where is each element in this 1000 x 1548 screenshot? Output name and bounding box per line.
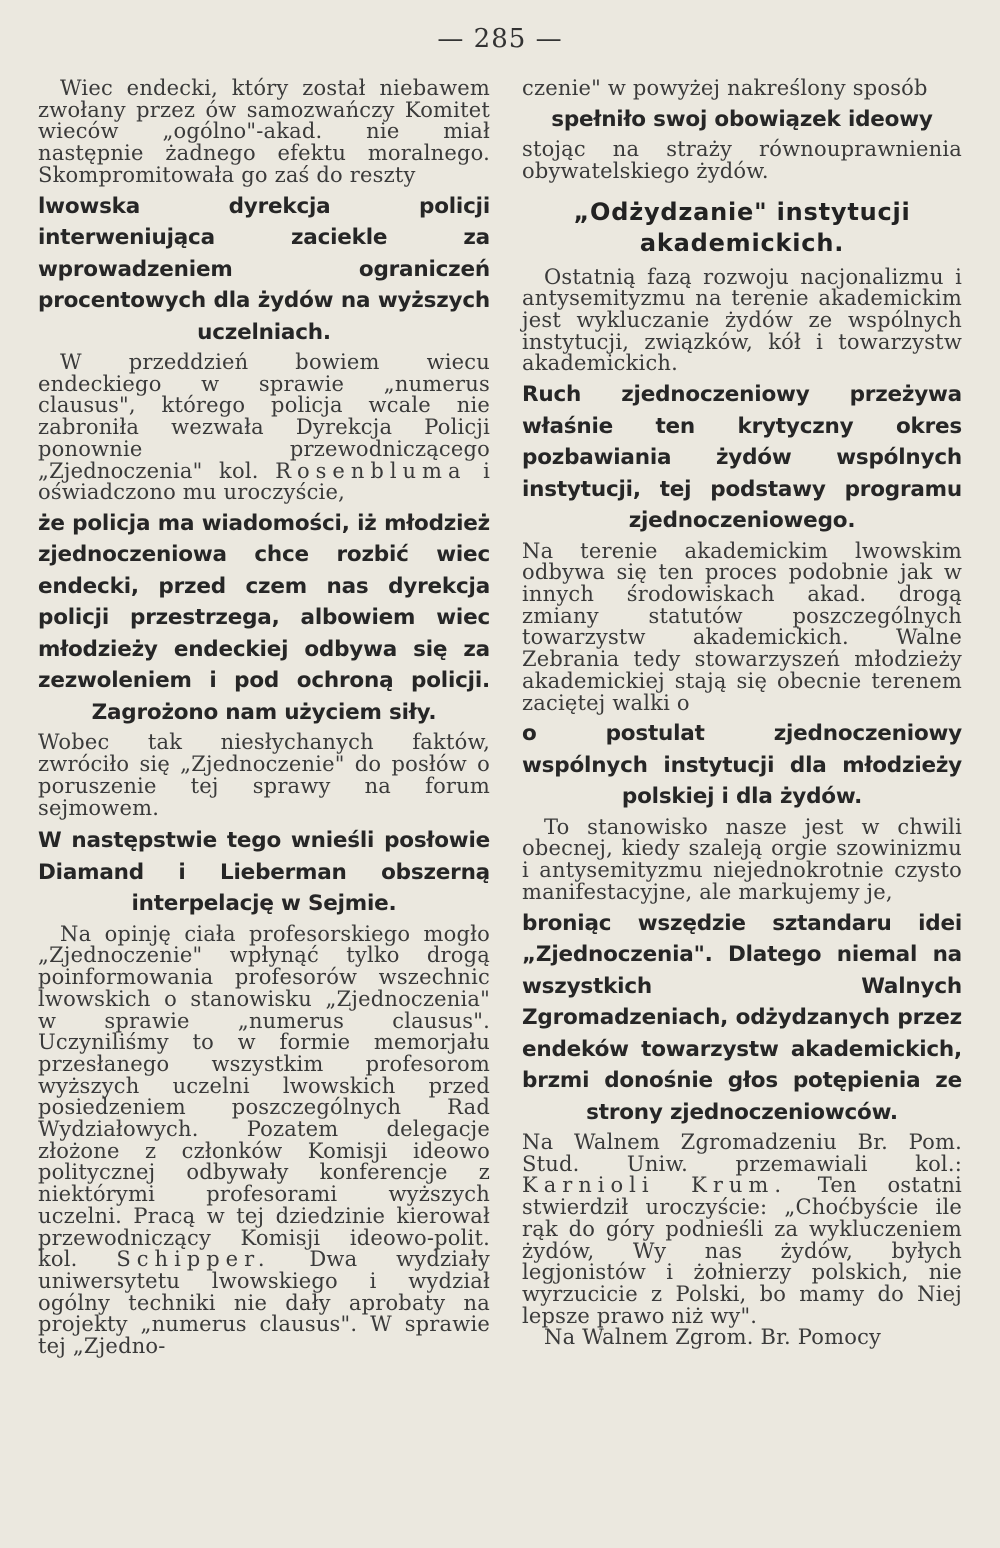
left-paragraph-4-name: Schipper. (116, 1247, 271, 1272)
right-paragraph-4: Na terenie akademickim lwowskim odbywa się ten proces podobnie jak w innych środowiskach akad. drogą zmiany statutów poszczególnych towarzystw akademickich. Walne Zebrania tedy stowarzyszeń młodzieży akademickiej stają się obecnie terenem zaciętej walki o (522, 538, 962, 715)
left-paragraph-4 (38, 921, 490, 1359)
right-paragraph-2: stojąc na straży równouprawnienia obywatelskiego żydów. (522, 137, 962, 183)
right-bold-passage-1: spełniło swoj obowiązek ideowy (551, 106, 933, 132)
left-paragraph-4-text: Na opinję ciała profesorskiego mogło „Zjednoczenie" wpłynąć tylko drogą poinformowania profesorów wszechnic lwowskich o stanowisku „Zjednoczenia" w sprawie „numerus clausus". Uczyniliśmy to w formie memorjału przesłanego wszystkim profesorom wyższych uczelni lwowskich przed posiedzeniem poszczególnych Rad Wydziałowych. Pozatem delegacje złożone z członków Komisji ideowo politycznej odbywały konferencje z niektórymi profesorami wyższych uczelni. Pracą w tej dziedzinie kierował przewodniczący Komisji ideowo-polit. kol. (38, 921, 490, 1272)
left-paragraph-2-text: W przeddzień bowiem wiecu endeckiego w sprawie „numerus clausus", którego policja wcale nie zabroniła wezwała Dyrekcja Policji ponownie przewodniczącego „Zjednoczenia" kol. (38, 350, 490, 483)
right-paragraph-1: czenie" w powyżej nakreślony sposób (522, 76, 928, 100)
two-column-body (38, 78, 962, 1358)
right-paragraph-6 (522, 1132, 962, 1327)
right-paragraph-6-end: Ten ostatni stwierdził uroczyście: „Choćbyście ile rąk do góry podnieśli za wykluczeniem żydów, Wy nas żydów, byłych legjonistów i żołnierzy polskich, nie wyrzucicie z Polski, bo mamy do Niej lepsze prawo niż wy". (522, 1173, 962, 1328)
left-paragraph-2-end: i oświadczono mu uroczyście, (38, 458, 490, 505)
right-bold-passage-3: o postulat zjednoczeniowy wspólnych instytucji dla młodzieży polskiej i dla żydów. (522, 721, 962, 810)
left-paragraph-1: Wiec endecki, który został niebawem zwołany przez ów samozwańczy Komitet wieców „ogólno"-akad. nie miał następnie żadnego efektu moralnego. Skompromitowała go zaś do reszty (38, 76, 490, 187)
right-paragraph-7: Na Walnem Zgrom. Br. Pomocy (544, 1325, 882, 1350)
left-paragraph-2 (38, 352, 490, 504)
left-bold-passage-3: W następstwie tego wnieśli posłowie Diamand i Lieberman obszerną interpelację w Sejmie. (38, 828, 490, 917)
right-paragraph-6-text: Na Walnem Zgromadzeniu Br. Pom. Stud. Uniw. przemawiali kol.: (522, 1130, 962, 1176)
page-number: — 285 — (437, 24, 563, 54)
left-column (38, 78, 490, 1358)
right-bold-passage-2: Ruch zjednoczeniowy przeżywa właśnie ten krytyczny okres pozbawiania żydów wspólnych instytucji, tej podstawy programu zjednoczeniowego. (522, 382, 962, 534)
left-paragraph-3: Wobec tak niesłychanych faktów, zwróciło się „Zjednoczenie" do posłów o poruszenie tej sprawy na forum sejmowem. (38, 730, 490, 820)
right-bold-passage-4: broniąc wszędzie sztandaru idei „Zjednoczenia". Dlatego niemal na wszystkich Walnych Zgromadzeniach, odżydzanych przez endeków towarzystw akademickich, brzmi donośnie głos potępienia ze strony zjednoczeniowców. (522, 910, 962, 1125)
right-paragraph-3: Ostatnią fazą rozwoju nacjonalizmu i antysemityzmu na terenie akademickim jest wykluczanie żydów ze wspólnych instytucji, związków, kół i towarzystw akademickich. (522, 264, 962, 376)
left-paragraph-2-name: Rosenbluma (275, 458, 467, 483)
left-paragraph-4-end: Dwa wydziały uniwersytetu lwowskiego i wydział ogólny techniki nie dały aprobaty na projekty „numerus clausus". W sprawie tej „Zjedno- (38, 1247, 490, 1359)
right-paragraph-5: To stanowisko nasze jest w chwili obecnej, kiedy szaleją orgie szowinizmu i antysemityzmu niejednokrotnie czysto manifestacyjne, ale markujemy je, (522, 814, 962, 904)
section-heading: „Odżydzanie" instytucji akademickich. (573, 197, 911, 257)
left-bold-passage-2: że policja ma wiadomości, iż młodzież zjednoczeniowa chce rozbić wiec endecki, przed czem nas dyrekcja policji przestrzega, albowiem wiec młodzieży endeckiej odbywa się za zezwoleniem i pod ochroną policji. Zagrożono nam użyciem siły. (38, 510, 490, 725)
right-column (522, 78, 962, 1358)
right-paragraph-6-name: Karnioli Krum. (522, 1173, 787, 1198)
left-bold-passage-1: lwowska dyrekcja policji interweniująca zaciekle za wprowadzeniem ograniczeń procentowych dla żydów na wyższych uczelniach. (38, 193, 490, 345)
